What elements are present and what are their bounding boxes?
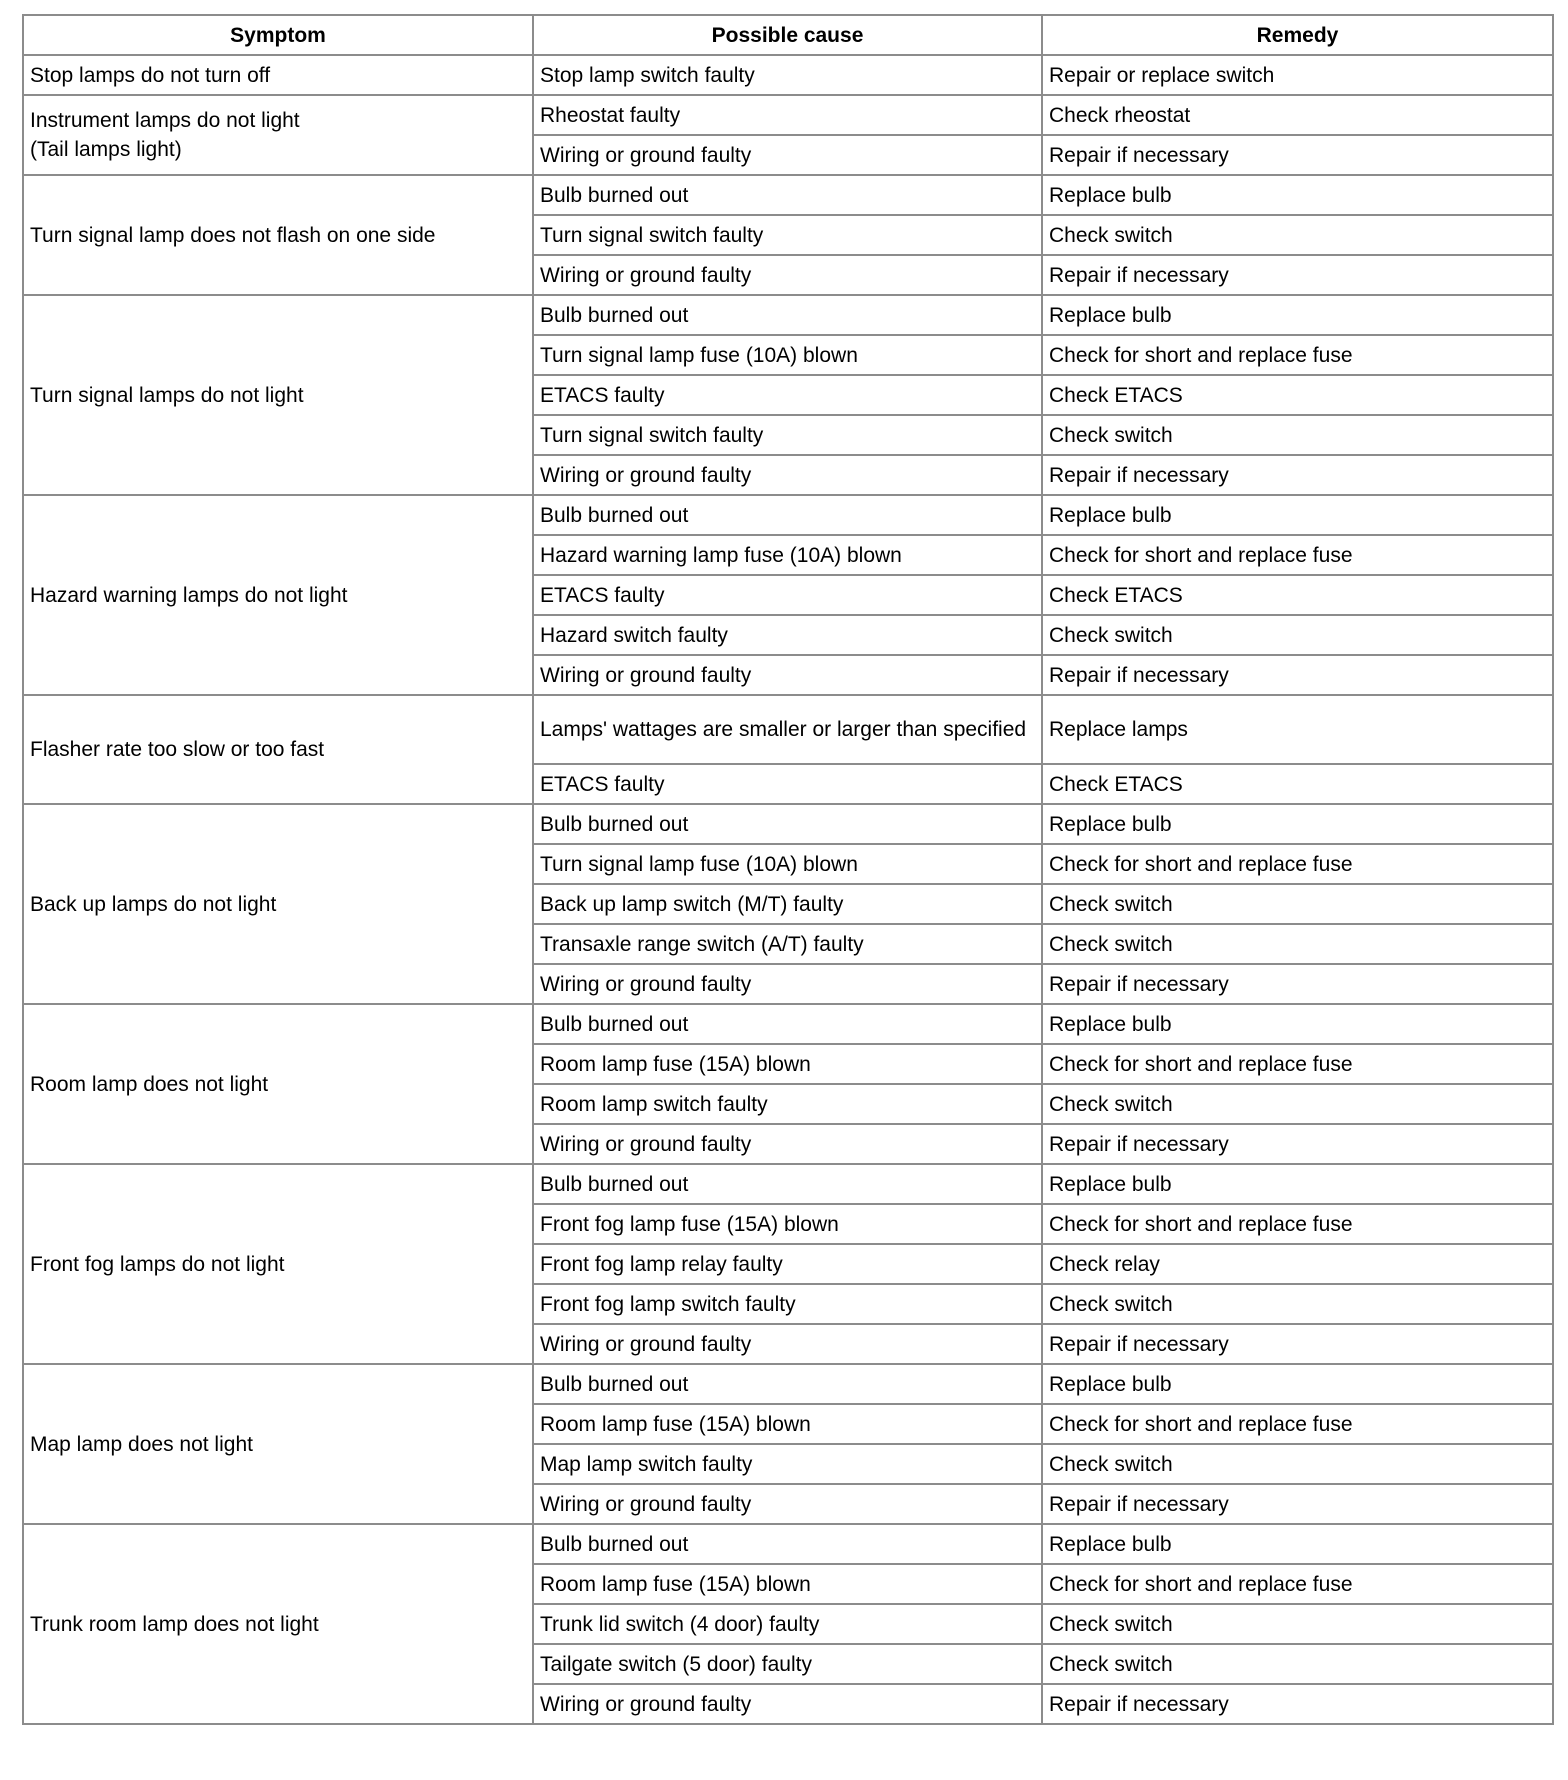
cause-cell: Tailgate switch (5 door) faulty	[533, 1644, 1042, 1684]
symptom-cell	[23, 1164, 533, 1364]
symptom-text: Turn signal lamps do not light	[30, 383, 304, 407]
cause-cell: Front fog lamp relay faulty	[533, 1244, 1042, 1284]
remedy-cell: Repair if necessary	[1042, 1324, 1553, 1364]
cause-cell: ETACS faulty	[533, 575, 1042, 615]
remedy-cell: Replace bulb	[1042, 1004, 1553, 1044]
remedy-cell: Check rheostat	[1042, 95, 1553, 135]
remedy-cell: Repair or replace switch	[1042, 55, 1553, 95]
remedy-cell: Check for short and replace fuse	[1042, 535, 1553, 575]
remedy-cell: Check switch	[1042, 615, 1553, 655]
symptom-text: Back up lamps do not light	[30, 892, 277, 916]
symptom-text: Room lamp does not light	[30, 1072, 269, 1096]
cause-cell: Wiring or ground faulty	[533, 1484, 1042, 1524]
remedy-cell: Check for short and replace fuse	[1042, 1044, 1553, 1084]
remedy-cell: Repair if necessary	[1042, 255, 1553, 295]
symptom-text: Trunk room lamp does not light	[30, 1612, 319, 1636]
remedy-cell: Repair if necessary	[1042, 1684, 1553, 1724]
table-row	[23, 1164, 1553, 1204]
symptom-text: Stop lamps do not turn off	[30, 63, 271, 87]
remedy-cell: Check switch	[1042, 884, 1553, 924]
symptom-text: Front fog lamps do not light	[30, 1252, 285, 1276]
remedy-cell: Replace bulb	[1042, 295, 1553, 335]
cause-cell: Turn signal switch faulty	[533, 215, 1042, 255]
symptom-text: Turn signal lamp does not flash on one side	[30, 223, 436, 247]
remedy-cell: Check ETACS	[1042, 764, 1553, 804]
cause-cell: Back up lamp switch (M/T) faulty	[533, 884, 1042, 924]
table-row	[23, 1524, 1553, 1564]
cause-cell: Wiring or ground faulty	[533, 135, 1042, 175]
cause-cell: Front fog lamp fuse (15A) blown	[533, 1204, 1042, 1244]
cause-cell: Turn signal lamp fuse (10A) blown	[533, 844, 1042, 884]
cause-cell: Hazard switch faulty	[533, 615, 1042, 655]
header-symptom: Symptom	[23, 15, 533, 55]
cause-cell: Wiring or ground faulty	[533, 655, 1042, 695]
remedy-cell: Check for short and replace fuse	[1042, 1564, 1553, 1604]
symptom-cell	[23, 1004, 533, 1164]
remedy-cell: Check for short and replace fuse	[1042, 335, 1553, 375]
symptom-text: Instrument lamps do not light	[30, 109, 300, 132]
cause-cell: Bulb burned out	[533, 1164, 1042, 1204]
table-row	[23, 1364, 1553, 1404]
remedy-cell: Check for short and replace fuse	[1042, 1404, 1553, 1444]
cause-cell: Lamps' wattages are smaller or larger than specified	[533, 695, 1042, 764]
cause-cell: Wiring or ground faulty	[533, 1324, 1042, 1364]
cause-cell: Hazard warning lamp fuse (10A) blown	[533, 535, 1042, 575]
table-row	[23, 804, 1553, 844]
cause-cell: Map lamp switch faulty	[533, 1444, 1042, 1484]
symptom-cell	[23, 804, 533, 1004]
cause-cell: Wiring or ground faulty	[533, 455, 1042, 495]
remedy-cell: Check for short and replace fuse	[1042, 1204, 1553, 1244]
cause-cell: Transaxle range switch (A/T) faulty	[533, 924, 1042, 964]
remedy-cell: Repair if necessary	[1042, 1484, 1553, 1524]
symptom-cell	[23, 1364, 533, 1524]
cause-cell: Wiring or ground faulty	[533, 964, 1042, 1004]
table-row	[23, 175, 1553, 215]
cause-cell: ETACS faulty	[533, 375, 1042, 415]
troubleshooting-table	[22, 14, 1554, 1725]
remedy-cell: Check relay	[1042, 1244, 1553, 1284]
remedy-cell: Replace bulb	[1042, 495, 1553, 535]
remedy-cell: Check switch	[1042, 1084, 1553, 1124]
table-row	[23, 695, 1553, 764]
remedy-cell: Repair if necessary	[1042, 964, 1553, 1004]
cause-cell: Turn signal lamp fuse (10A) blown	[533, 335, 1042, 375]
cause-cell: ETACS faulty	[533, 764, 1042, 804]
remedy-cell: Replace bulb	[1042, 1364, 1553, 1404]
header-row	[23, 15, 1553, 55]
remedy-cell: Check switch	[1042, 1644, 1553, 1684]
cause-cell: Trunk lid switch (4 door) faulty	[533, 1604, 1042, 1644]
cause-cell: Room lamp switch faulty	[533, 1084, 1042, 1124]
remedy-cell: Repair if necessary	[1042, 655, 1553, 695]
cause-cell: Room lamp fuse (15A) blown	[533, 1044, 1042, 1084]
remedy-cell: Replace bulb	[1042, 175, 1553, 215]
remedy-cell: Check for short and replace fuse	[1042, 844, 1553, 884]
cause-cell: Turn signal switch faulty	[533, 415, 1042, 455]
header-possible-cause: Possible cause	[533, 15, 1042, 55]
table-row	[23, 55, 1553, 95]
cause-cell: Room lamp fuse (15A) blown	[533, 1564, 1042, 1604]
remedy-cell: Replace bulb	[1042, 1524, 1553, 1564]
symptom-cell	[23, 175, 533, 295]
remedy-cell: Repair if necessary	[1042, 455, 1553, 495]
symptom-cell	[23, 95, 533, 175]
cause-cell: Bulb burned out	[533, 175, 1042, 215]
symptom-text: (Tail lamps light)	[30, 138, 182, 161]
header-remedy: Remedy	[1042, 15, 1553, 55]
cause-cell: Stop lamp switch faulty	[533, 55, 1042, 95]
remedy-cell: Repair if necessary	[1042, 135, 1553, 175]
table-row	[23, 1004, 1553, 1044]
symptom-text: Map lamp does not light	[30, 1432, 253, 1456]
cause-cell: Wiring or ground faulty	[533, 255, 1042, 295]
remedy-cell: Check switch	[1042, 1284, 1553, 1324]
table-header	[23, 15, 1553, 55]
table-row	[23, 295, 1553, 335]
symptom-cell	[23, 1524, 533, 1724]
cause-cell: Rheostat faulty	[533, 95, 1042, 135]
cause-cell: Bulb burned out	[533, 1524, 1042, 1564]
cause-cell: Bulb burned out	[533, 495, 1042, 535]
cause-cell: Room lamp fuse (15A) blown	[533, 1404, 1042, 1444]
remedy-cell: Check ETACS	[1042, 375, 1553, 415]
remedy-cell: Repair if necessary	[1042, 1124, 1553, 1164]
symptom-cell	[23, 495, 533, 695]
remedy-cell: Replace bulb	[1042, 804, 1553, 844]
remedy-cell: Check switch	[1042, 924, 1553, 964]
remedy-cell: Replace bulb	[1042, 1164, 1553, 1204]
remedy-cell: Check switch	[1042, 1604, 1553, 1644]
remedy-cell: Check switch	[1042, 215, 1553, 255]
remedy-cell: Replace lamps	[1042, 695, 1553, 764]
troubleshooting-table-container	[22, 14, 1552, 1725]
remedy-cell: Check switch	[1042, 1444, 1553, 1484]
cause-cell: Bulb burned out	[533, 1004, 1042, 1044]
symptom-text: Flasher rate too slow or too fast	[30, 738, 325, 761]
table-row	[23, 95, 1553, 135]
cause-cell: Bulb burned out	[533, 1364, 1042, 1404]
cause-cell: Wiring or ground faulty	[533, 1124, 1042, 1164]
cause-cell: Wiring or ground faulty	[533, 1684, 1042, 1724]
cause-cell: Bulb burned out	[533, 804, 1042, 844]
symptom-text: Hazard warning lamps do not light	[30, 583, 348, 607]
table-body	[23, 55, 1553, 1724]
table-row	[23, 495, 1553, 535]
remedy-cell: Check switch	[1042, 415, 1553, 455]
remedy-cell: Check ETACS	[1042, 575, 1553, 615]
cause-cell: Bulb burned out	[533, 295, 1042, 335]
symptom-cell	[23, 55, 533, 95]
symptom-cell	[23, 695, 533, 804]
symptom-cell	[23, 295, 533, 495]
cause-cell: Front fog lamp switch faulty	[533, 1284, 1042, 1324]
